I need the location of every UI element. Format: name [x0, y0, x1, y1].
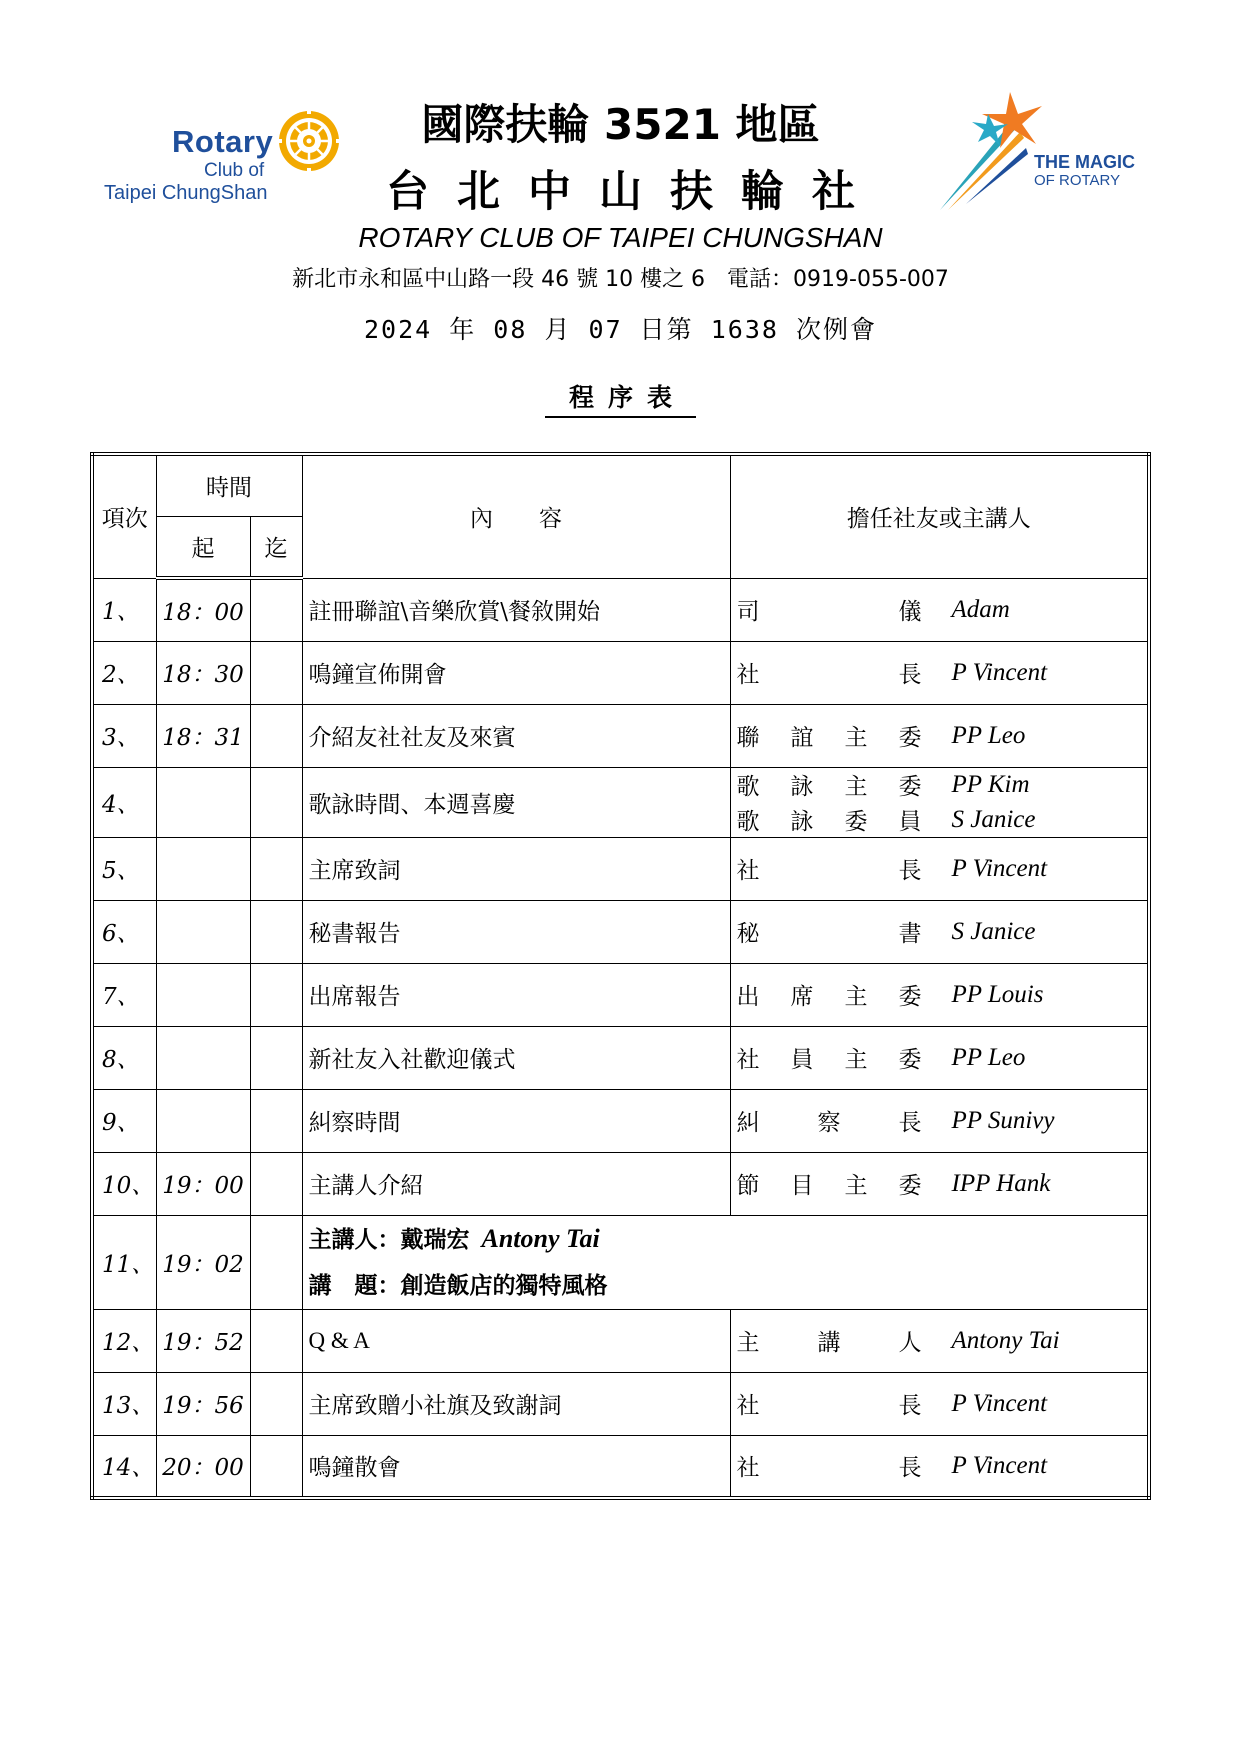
role-title-char: 委 [898, 1173, 922, 1199]
role-title-char: 主 [844, 725, 868, 751]
role-title-char: 社 [736, 1393, 760, 1419]
end-time [250, 1372, 302, 1435]
speaker-row [92, 1215, 1149, 1309]
start-time [156, 963, 250, 1026]
meeting-info: 2024 年 08 月 07 日第 1638 次例會 [364, 315, 877, 344]
speaker-line [303, 1216, 1148, 1263]
start-time: 18：00 [156, 578, 250, 641]
person-cell [730, 837, 1149, 900]
header-time: 時間 [156, 454, 302, 516]
table-row [92, 1089, 1149, 1152]
person-cell [730, 578, 1149, 641]
role-title-char: 員 [898, 809, 922, 835]
item-number: 7、 [92, 963, 156, 1026]
role-title [737, 719, 922, 752]
role-title [737, 1449, 922, 1482]
person-cell [730, 767, 1149, 837]
logo-magic-line2: OF ROTARY [1034, 172, 1121, 189]
agenda-content: 主席致贈小社旗及致謝詞 [302, 1372, 730, 1435]
district-title: 國際扶輪 3521 地區 [421, 100, 820, 149]
start-time: 19：56 [156, 1372, 250, 1435]
role-title-char: 社 [736, 1047, 760, 1073]
table-row [92, 1026, 1149, 1089]
start-time: 19：52 [156, 1309, 250, 1372]
role-line [731, 1387, 1148, 1420]
start-time [156, 900, 250, 963]
role-title [737, 656, 922, 689]
role-line [731, 768, 1148, 801]
start-time: 18：31 [156, 704, 250, 767]
role-line [731, 1167, 1148, 1200]
role-title-char: 出 [736, 984, 760, 1010]
role-title [737, 593, 922, 626]
person-cell [730, 1435, 1149, 1498]
start-time [156, 1026, 250, 1089]
start-time [156, 767, 250, 837]
table-row [92, 704, 1149, 767]
role-title [737, 852, 922, 885]
item-number: 8、 [92, 1026, 156, 1089]
item-number: 2、 [92, 641, 156, 704]
agenda-content: 新社友入社歡迎儀式 [302, 1026, 730, 1089]
end-time [250, 1309, 302, 1372]
item-number: 11、 [92, 1215, 156, 1309]
header-start: 起 [156, 516, 250, 578]
role-title-char: 委 [844, 809, 868, 835]
table-row [92, 963, 1149, 1026]
role-title-char: 社 [736, 1455, 760, 1482]
role-line [731, 915, 1148, 948]
item-number: 9、 [92, 1089, 156, 1152]
role-title [737, 978, 922, 1011]
start-time: 20：00 [156, 1435, 250, 1498]
start-time: 19：00 [156, 1152, 250, 1215]
role-title-char: 委 [898, 984, 922, 1010]
role-line [731, 719, 1148, 752]
item-number: 12、 [92, 1309, 156, 1372]
agenda-content: 秘書報告 [302, 900, 730, 963]
role-title-char: 誼 [790, 725, 814, 751]
person-cell [730, 1372, 1149, 1435]
role-line [731, 1041, 1148, 1074]
start-time [156, 837, 250, 900]
item-number: 1、 [92, 578, 156, 641]
start-time: 19：02 [156, 1215, 250, 1309]
role-title-char: 主 [844, 984, 868, 1010]
table-row [92, 1309, 1149, 1372]
end-time [250, 837, 302, 900]
role-title-char: 長 [898, 858, 922, 884]
role-title-char: 糾 [736, 1110, 760, 1136]
role-title-char: 講 [817, 1330, 841, 1356]
end-time [250, 704, 302, 767]
end-time [250, 900, 302, 963]
role-line [731, 852, 1148, 885]
role-title [737, 1104, 922, 1137]
item-number: 5、 [92, 837, 156, 900]
role-title [737, 1324, 922, 1357]
agenda-content: Q & A [302, 1309, 730, 1372]
table-row [92, 1152, 1149, 1215]
end-time [250, 641, 302, 704]
start-time: 18：30 [156, 641, 250, 704]
role-title-char: 社 [736, 858, 760, 884]
logo-magic-line1: THE MAGIC [1034, 152, 1135, 172]
role-title-char: 書 [898, 921, 922, 947]
end-time [250, 1026, 302, 1089]
role-title-char: 社 [736, 662, 760, 688]
role-title-char: 主 [844, 774, 868, 800]
role-title [737, 803, 922, 836]
person-name: Antony Tai [951, 1326, 1060, 1354]
person-name: P Vincent [951, 1451, 1048, 1479]
agenda-content: 主席致詞 [302, 837, 730, 900]
table-row [92, 578, 1149, 641]
person-name: P Vincent [951, 854, 1048, 882]
role-title [737, 915, 922, 948]
role-title-char: 詠 [790, 774, 814, 800]
role-title-char: 歌 [736, 809, 760, 835]
person-name: Adam [951, 595, 1010, 623]
person-name: IPP Hank [951, 1169, 1051, 1197]
role-line [731, 1449, 1148, 1482]
agenda-content: 註冊聯誼\音樂欣賞\餐敘開始 [302, 578, 730, 641]
person-name: P Vincent [951, 658, 1048, 686]
item-number: 4、 [92, 767, 156, 837]
person-cell [730, 1089, 1149, 1152]
item-number: 6、 [92, 900, 156, 963]
role-line [731, 1324, 1148, 1357]
person-name: PP Leo [951, 721, 1026, 749]
agenda-content: 介紹友社社友及來賓 [302, 704, 730, 767]
role-title-char: 委 [898, 1047, 922, 1073]
role-title-char: 儀 [898, 599, 922, 625]
role-title-char: 察 [817, 1110, 841, 1136]
person-cell [730, 1026, 1149, 1089]
topic-line: 講 題：創造飯店的獨特風格 [308, 1271, 608, 1299]
role-title-char: 主 [736, 1330, 760, 1356]
role-title-char: 主 [844, 1047, 868, 1073]
role-title-char: 委 [898, 725, 922, 751]
end-time [250, 1152, 302, 1215]
person-name: PP Sunivy [951, 1106, 1055, 1134]
end-time [250, 963, 302, 1026]
item-number: 14、 [92, 1435, 156, 1498]
role-title-char: 委 [898, 774, 922, 800]
header-person: 擔任社友或主講人 [730, 454, 1149, 578]
program-title-wrap [0, 378, 1241, 418]
table-row [92, 900, 1149, 963]
person-cell [730, 900, 1149, 963]
table-row [92, 1372, 1149, 1435]
club-address: 新北市永和區中山路一段 46 號 10 樓之 6 電話：0919-055-007 [292, 267, 949, 292]
role-line [731, 656, 1148, 689]
person-name: P Vincent [951, 1389, 1048, 1417]
table-row [92, 1435, 1149, 1498]
role-title-char: 目 [790, 1173, 814, 1199]
role-line [731, 803, 1148, 836]
club-name-cn: 台北中山扶輪社 [386, 167, 883, 217]
logo-club-of-text: Club of [204, 160, 265, 181]
role-title [737, 1041, 922, 1074]
role-title-char: 員 [790, 1047, 814, 1073]
agenda-content: 出席報告 [302, 963, 730, 1026]
person-cell [730, 963, 1149, 1026]
role-title-char: 詠 [790, 809, 814, 835]
role-title-char: 主 [844, 1173, 868, 1199]
item-number: 13、 [92, 1372, 156, 1435]
role-title-char: 長 [898, 662, 922, 688]
end-time [250, 578, 302, 641]
agenda-content: 主講人介紹 [302, 1152, 730, 1215]
table-row [92, 641, 1149, 704]
header-item-no: 項次 [92, 454, 156, 578]
end-time [250, 1089, 302, 1152]
table-row [92, 767, 1149, 837]
header-end: 迄 [250, 516, 302, 578]
role-line [731, 1104, 1148, 1137]
role-title-char: 司 [736, 599, 760, 625]
person-name: PP Leo [951, 1043, 1026, 1071]
end-time [250, 767, 302, 837]
person-name: S Janice [951, 917, 1036, 945]
role-line [731, 593, 1148, 626]
agenda-content: 歌詠時間、本週喜慶 [302, 767, 730, 837]
agenda-content: 鳴鐘散會 [302, 1435, 730, 1498]
role-title-char: 長 [898, 1393, 922, 1419]
role-title [737, 768, 922, 801]
program-title: 程序表 [545, 378, 696, 418]
person-cell [730, 1152, 1149, 1215]
agenda-content: 鳴鐘宣佈開會 [302, 641, 730, 704]
item-number: 10、 [92, 1152, 156, 1215]
person-name: PP Louis [951, 980, 1044, 1008]
program-table [90, 452, 1151, 1500]
header-content: 內 容 [302, 454, 730, 578]
table-row [92, 837, 1149, 900]
logo-club-name-text: Taipei ChungShan [104, 182, 268, 204]
end-time [250, 1435, 302, 1498]
role-title-char: 節 [736, 1173, 760, 1199]
role-title-char: 長 [898, 1110, 922, 1136]
person-cell [730, 641, 1149, 704]
agenda-content: 糾察時間 [302, 1089, 730, 1152]
role-title-char: 秘 [736, 921, 760, 947]
role-title-char: 席 [790, 984, 814, 1010]
end-time [250, 1215, 302, 1309]
role-title-char: 聯 [736, 725, 760, 751]
person-cell [730, 704, 1149, 767]
role-title [737, 1387, 922, 1420]
logo-rotary-text: Rotary [172, 124, 274, 159]
role-line [731, 978, 1148, 1011]
club-name-en: ROTARY CLUB OF TAIPEI CHUNGSHAN [358, 222, 883, 253]
person-name: S Janice [951, 805, 1036, 833]
start-time [156, 1089, 250, 1152]
item-number: 3、 [92, 704, 156, 767]
role-title [737, 1167, 922, 1200]
speaker-label: 主講人：戴瑞宏 [308, 1225, 470, 1253]
person-cell [730, 1309, 1149, 1372]
role-title-char: 長 [898, 1455, 922, 1482]
speaker-name-en: Antony Tai [481, 1223, 600, 1253]
role-title-char: 歌 [736, 774, 760, 800]
role-title-char: 人 [898, 1330, 922, 1356]
person-name: PP Kim [951, 770, 1030, 798]
speaker-info [302, 1215, 1149, 1309]
